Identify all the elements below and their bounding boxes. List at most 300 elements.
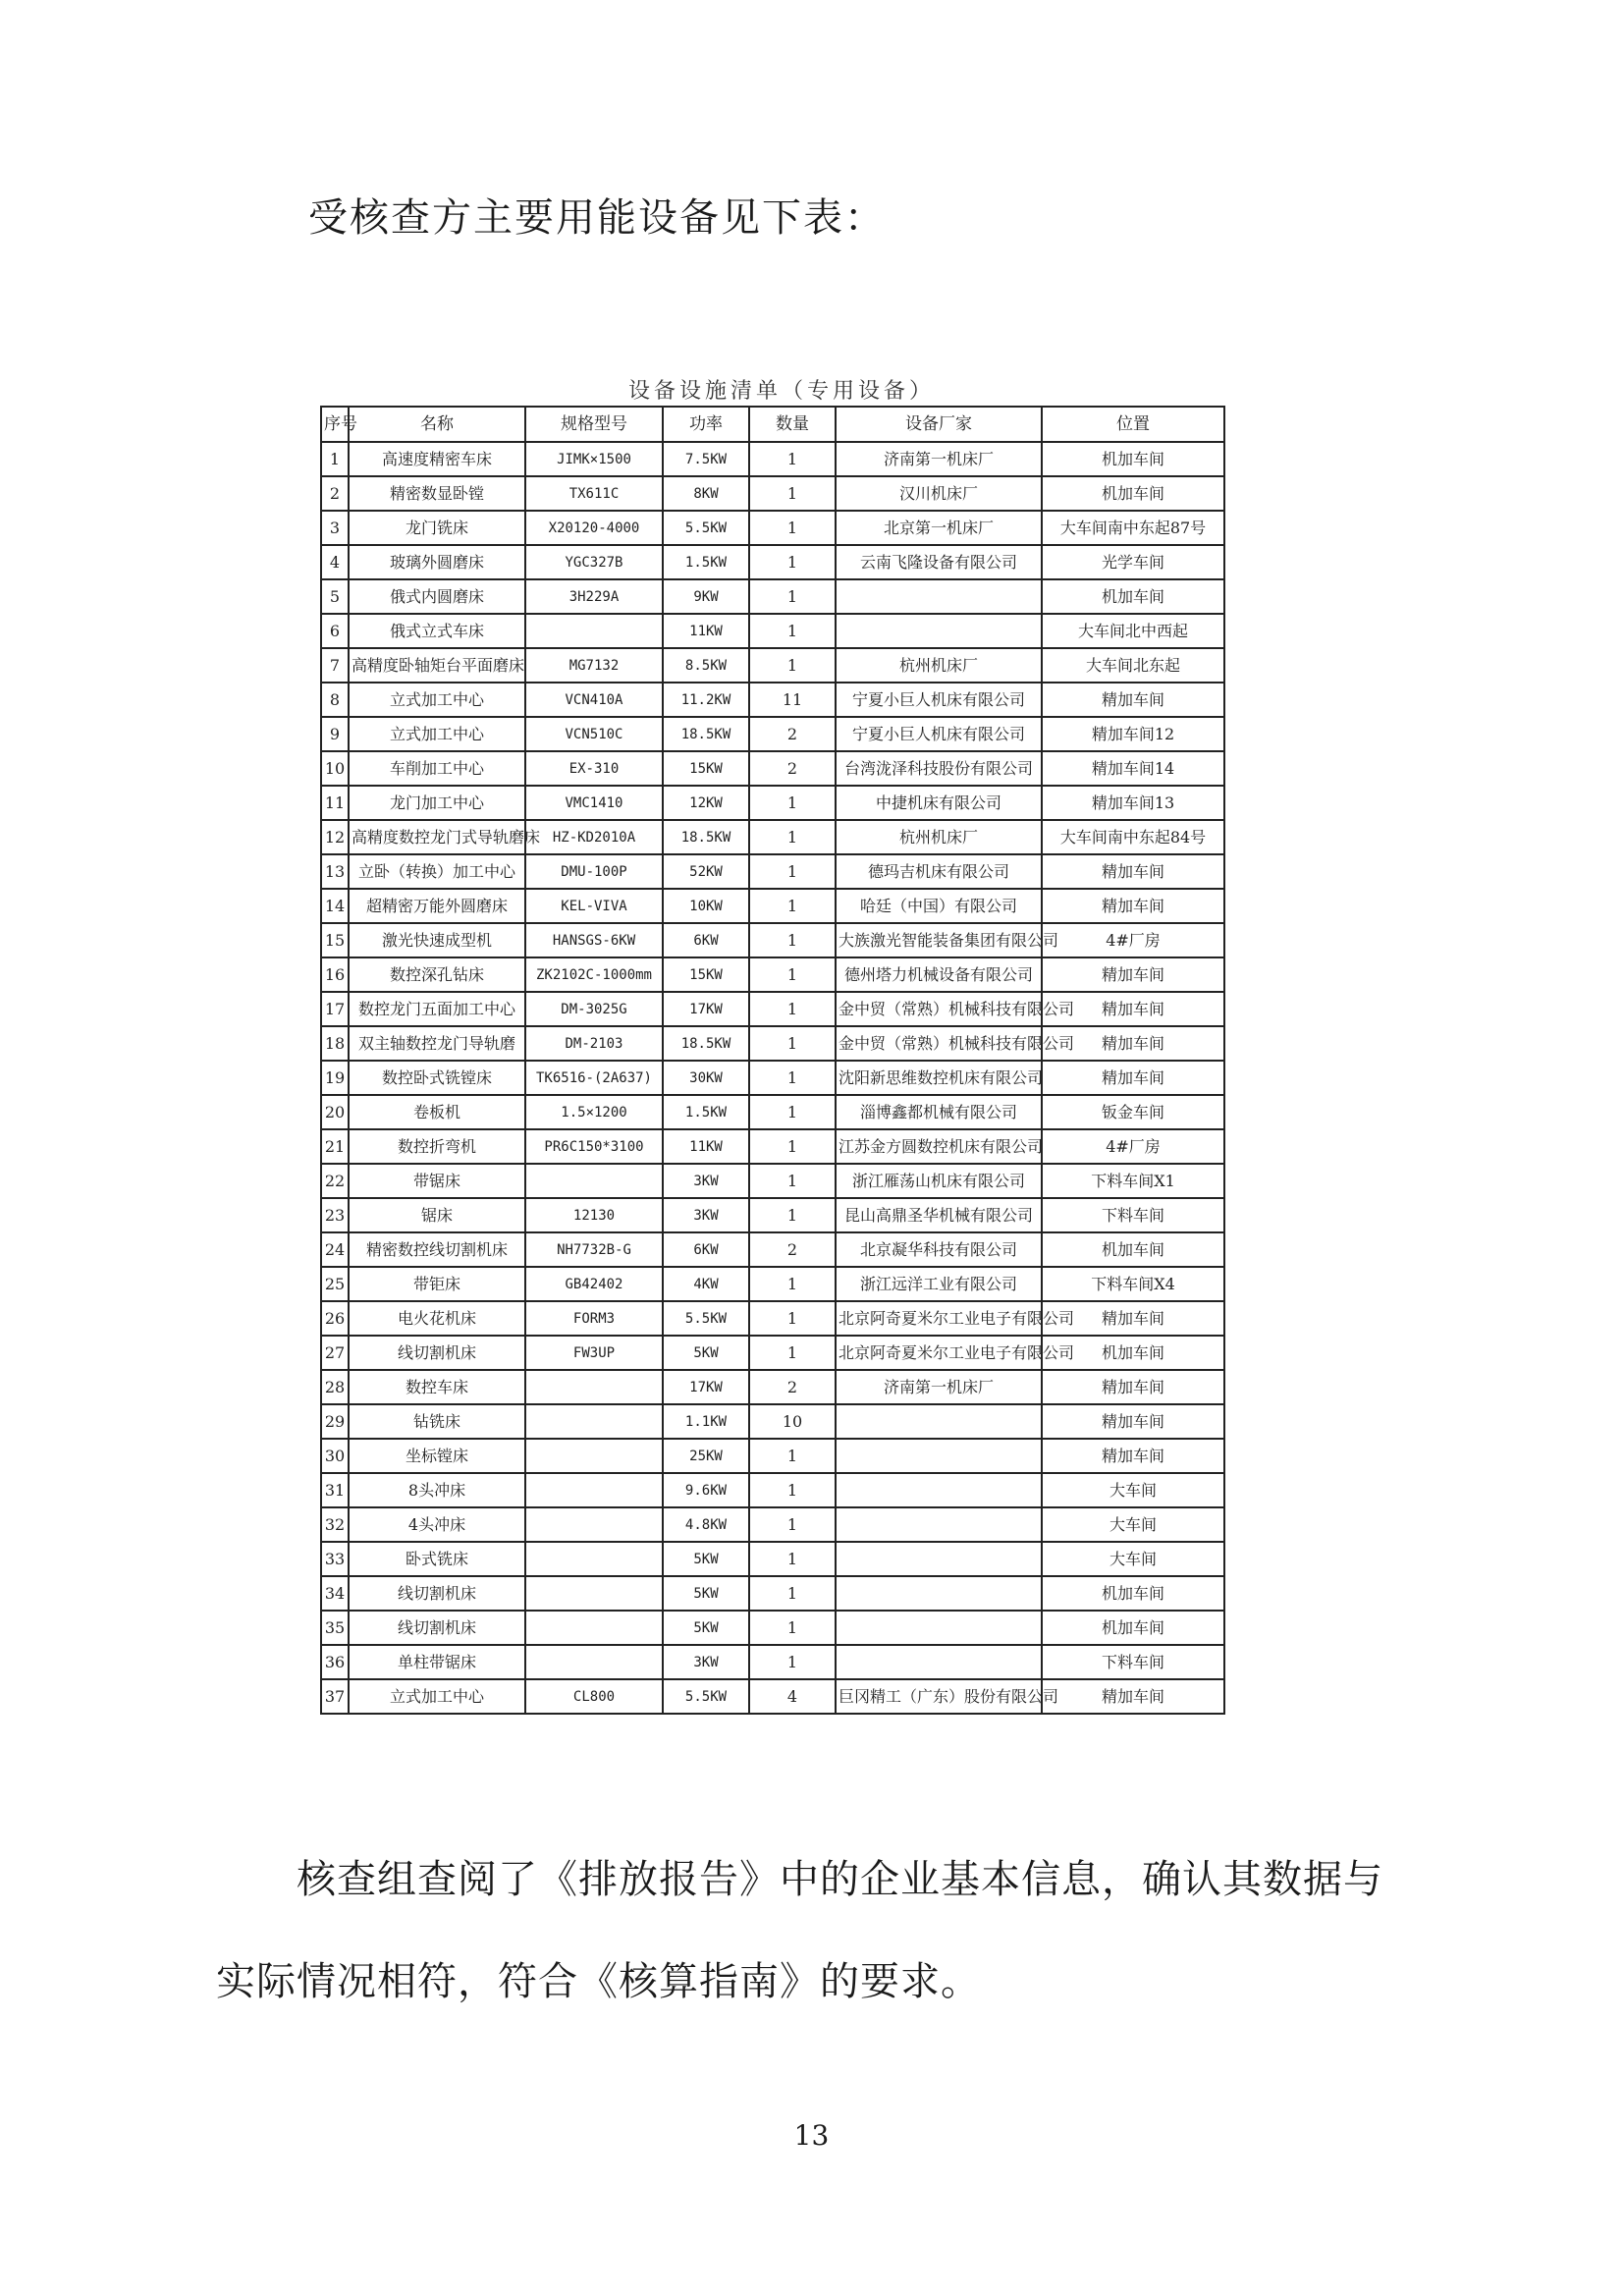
cell-location: 精加车间14 (1042, 751, 1224, 786)
cell-model: FORM3 (525, 1301, 663, 1336)
cell-quantity: 1 (749, 786, 836, 820)
cell-name: 龙门加工中心 (349, 786, 525, 820)
cell-location: 精加车间 (1042, 1404, 1224, 1439)
cell-location: 精加车间 (1042, 889, 1224, 923)
cell-location: 下料车间X4 (1042, 1267, 1224, 1301)
table-row (321, 751, 1224, 786)
cell-location: 精加车间 (1042, 1026, 1224, 1061)
cell-index: 29 (321, 1404, 349, 1439)
cell-index: 33 (321, 1542, 349, 1576)
cell-quantity: 1 (749, 1267, 836, 1301)
cell-location: 大车间 (1042, 1473, 1224, 1507)
cell-name: 车削加工中心 (349, 751, 525, 786)
cell-location: 下料车间 (1042, 1198, 1224, 1232)
cell-power: 6KW (663, 923, 749, 957)
cell-index: 23 (321, 1198, 349, 1232)
cell-name: 龙门铣床 (349, 511, 525, 545)
cell-power: 15KW (663, 751, 749, 786)
column-header-location: 位置 (1042, 407, 1224, 442)
cell-manufacturer: 杭州机床厂 (836, 820, 1042, 854)
cell-name: 线切割机床 (349, 1336, 525, 1370)
cell-power: 4.8KW (663, 1507, 749, 1542)
page-number: 13 (793, 2119, 830, 2152)
cell-location: 精加车间 (1042, 854, 1224, 889)
cell-manufacturer: 德玛吉机床有限公司 (836, 854, 1042, 889)
table-row (321, 1439, 1224, 1473)
table-caption: 设备设施清单（专用设备） (627, 379, 935, 404)
cell-name: 高速度精密车床 (349, 442, 525, 476)
cell-model (525, 1164, 663, 1198)
cell-location: 下料车间X1 (1042, 1164, 1224, 1198)
cell-power: 3KW (663, 1645, 749, 1679)
cell-index: 1 (321, 442, 349, 476)
cell-name: 数控卧式铣镗床 (349, 1061, 525, 1095)
cell-quantity: 1 (749, 1026, 836, 1061)
table-row (321, 1198, 1224, 1232)
cell-manufacturer (836, 1404, 1042, 1439)
cell-quantity: 1 (749, 1542, 836, 1576)
cell-power: 11.2KW (663, 683, 749, 717)
cell-model: 1.5×1200 (525, 1095, 663, 1129)
cell-location: 精加车间 (1042, 1061, 1224, 1095)
cell-manufacturer: 宁夏小巨人机床有限公司 (836, 683, 1042, 717)
cell-index: 12 (321, 820, 349, 854)
cell-location: 光学车间 (1042, 545, 1224, 579)
cell-quantity: 1 (749, 511, 836, 545)
cell-index: 9 (321, 717, 349, 751)
column-header-index: 序号 (321, 407, 349, 442)
cell-manufacturer: 北京凝华科技有限公司 (836, 1232, 1042, 1267)
cell-power: 7.5KW (663, 442, 749, 476)
cell-index: 28 (321, 1370, 349, 1404)
cell-index: 6 (321, 614, 349, 648)
cell-manufacturer (836, 1645, 1042, 1679)
cell-power: 25KW (663, 1439, 749, 1473)
cell-manufacturer: 金中贸（常熟）机械科技有限公司 (836, 1026, 1042, 1061)
cell-power: 5KW (663, 1336, 749, 1370)
cell-power: 1.5KW (663, 545, 749, 579)
cell-quantity: 11 (749, 683, 836, 717)
cell-quantity: 1 (749, 1576, 836, 1611)
cell-location: 大车间南中东起87号 (1042, 511, 1224, 545)
cell-location: 大车间 (1042, 1542, 1224, 1576)
table-row (321, 683, 1224, 717)
cell-manufacturer: 巨冈精工（广东）股份有限公司 (836, 1679, 1042, 1714)
table-row (321, 1267, 1224, 1301)
cell-power: 9.6KW (663, 1473, 749, 1507)
cell-location: 精加车间 (1042, 992, 1224, 1026)
cell-power: 18.5KW (663, 1026, 749, 1061)
table-row (321, 820, 1224, 854)
cell-model (525, 1370, 663, 1404)
cell-index: 18 (321, 1026, 349, 1061)
cell-model: YGC327B (525, 545, 663, 579)
cell-manufacturer: 浙江远洋工业有限公司 (836, 1267, 1042, 1301)
cell-name: 线切割机床 (349, 1576, 525, 1611)
cell-index: 15 (321, 923, 349, 957)
table-row (321, 1404, 1224, 1439)
cell-name: 精密数显卧镗 (349, 476, 525, 511)
cell-power: 17KW (663, 992, 749, 1026)
cell-model: DM-2103 (525, 1026, 663, 1061)
cell-model: DM-3025G (525, 992, 663, 1026)
cell-model (525, 1507, 663, 1542)
cell-name: 高精度卧轴矩台平面磨床 (349, 648, 525, 683)
cell-index: 24 (321, 1232, 349, 1267)
cell-power: 10KW (663, 889, 749, 923)
table-row (321, 1061, 1224, 1095)
cell-manufacturer (836, 1507, 1042, 1542)
table-row (321, 1542, 1224, 1576)
cell-quantity: 2 (749, 751, 836, 786)
cell-location: 下料车间 (1042, 1645, 1224, 1679)
cell-name: 俄式立式车床 (349, 614, 525, 648)
cell-index: 13 (321, 854, 349, 889)
cell-location: 精加车间 (1042, 683, 1224, 717)
table-row (321, 1232, 1224, 1267)
cell-power: 30KW (663, 1061, 749, 1095)
cell-name: 玻璃外圆磨床 (349, 545, 525, 579)
cell-location: 机加车间 (1042, 476, 1224, 511)
cell-power: 6KW (663, 1232, 749, 1267)
cell-power: 15KW (663, 957, 749, 992)
cell-power: 11KW (663, 614, 749, 648)
table-row (321, 992, 1224, 1026)
cell-manufacturer: 江苏金方圆数控机床有限公司 (836, 1129, 1042, 1164)
cell-location: 精加车间 (1042, 1679, 1224, 1714)
cell-location: 大车间北中西起 (1042, 614, 1224, 648)
cell-manufacturer: 哈廷（中国）有限公司 (836, 889, 1042, 923)
cell-quantity: 1 (749, 1301, 836, 1336)
cell-model: X20120-4000 (525, 511, 663, 545)
cell-model: FW3UP (525, 1336, 663, 1370)
table-row (321, 1026, 1224, 1061)
table-row (321, 1645, 1224, 1679)
table-row (321, 614, 1224, 648)
cell-index: 19 (321, 1061, 349, 1095)
cell-name: 单柱带锯床 (349, 1645, 525, 1679)
cell-manufacturer: 浙江雁荡山机床有限公司 (836, 1164, 1042, 1198)
cell-name: 8头冲床 (349, 1473, 525, 1507)
cell-index: 32 (321, 1507, 349, 1542)
cell-name: 双主轴数控龙门导轨磨 (349, 1026, 525, 1061)
cell-index: 25 (321, 1267, 349, 1301)
cell-manufacturer (836, 1542, 1042, 1576)
table-row (321, 648, 1224, 683)
intro-text: 受核查方主要用能设备见下表： (308, 195, 886, 241)
cell-power: 52KW (663, 854, 749, 889)
cell-index: 3 (321, 511, 349, 545)
cell-index: 17 (321, 992, 349, 1026)
cell-name: 坐标镗床 (349, 1439, 525, 1473)
cell-model: GB42402 (525, 1267, 663, 1301)
cell-manufacturer: 宁夏小巨人机床有限公司 (836, 717, 1042, 751)
cell-location: 精加车间 (1042, 1439, 1224, 1473)
cell-manufacturer: 云南飞隆设备有限公司 (836, 545, 1042, 579)
cell-power: 5KW (663, 1542, 749, 1576)
table-header-row (321, 407, 1224, 442)
cell-index: 11 (321, 786, 349, 820)
cell-quantity: 1 (749, 1129, 836, 1164)
cell-location: 精加车间12 (1042, 717, 1224, 751)
cell-power: 1.5KW (663, 1095, 749, 1129)
cell-manufacturer (836, 1611, 1042, 1645)
table-row (321, 1336, 1224, 1370)
cell-name: 立式加工中心 (349, 717, 525, 751)
cell-name: 立式加工中心 (349, 683, 525, 717)
cell-quantity: 1 (749, 889, 836, 923)
cell-manufacturer (836, 1439, 1042, 1473)
cell-model: VMC1410 (525, 786, 663, 820)
cell-quantity: 1 (749, 442, 836, 476)
cell-location: 精加车间13 (1042, 786, 1224, 820)
cell-location: 钣金车间 (1042, 1095, 1224, 1129)
cell-name: 精密数控线切割机床 (349, 1232, 525, 1267)
cell-quantity: 2 (749, 1370, 836, 1404)
cell-index: 10 (321, 751, 349, 786)
cell-name: 数控折弯机 (349, 1129, 525, 1164)
cell-quantity: 1 (749, 648, 836, 683)
table-row (321, 1576, 1224, 1611)
cell-quantity: 1 (749, 1439, 836, 1473)
cell-power: 12KW (663, 786, 749, 820)
cell-location: 精加车间 (1042, 957, 1224, 992)
cell-model (525, 1576, 663, 1611)
cell-location: 机加车间 (1042, 579, 1224, 614)
cell-manufacturer (836, 1576, 1042, 1611)
cell-name: 俄式内圆磨床 (349, 579, 525, 614)
cell-model: CL800 (525, 1679, 663, 1714)
conclusion-text: 核查组查阅了《排放报告》中的企业基本信息，确认其数据与实际情况相符，符合《核算指南》的要求。 (216, 1857, 1383, 2004)
table-row (321, 957, 1224, 992)
table-row (321, 476, 1224, 511)
cell-quantity: 1 (749, 1164, 836, 1198)
cell-power: 9KW (663, 579, 749, 614)
cell-location: 精加车间 (1042, 1370, 1224, 1404)
cell-index: 37 (321, 1679, 349, 1714)
cell-quantity: 1 (749, 1095, 836, 1129)
cell-model: ZK2102C-1000mm (525, 957, 663, 992)
cell-location: 机加车间 (1042, 1336, 1224, 1370)
cell-manufacturer: 济南第一机床厂 (836, 1370, 1042, 1404)
cell-manufacturer: 淄博鑫都机械有限公司 (836, 1095, 1042, 1129)
cell-manufacturer: 大族激光智能装备集团有限公司 (836, 923, 1042, 957)
cell-manufacturer: 中捷机床有限公司 (836, 786, 1042, 820)
cell-model: DMU-100P (525, 854, 663, 889)
cell-name: 线切割机床 (349, 1611, 525, 1645)
cell-index: 22 (321, 1164, 349, 1198)
cell-manufacturer: 沈阳新思维数控机床有限公司 (836, 1061, 1042, 1095)
cell-name: 数控深孔钻床 (349, 957, 525, 992)
cell-model: EX-310 (525, 751, 663, 786)
cell-model: TX611C (525, 476, 663, 511)
cell-name: 带钜床 (349, 1267, 525, 1301)
cell-manufacturer (836, 1473, 1042, 1507)
cell-name: 卧式铣床 (349, 1542, 525, 1576)
cell-location: 4#厂房 (1042, 923, 1224, 957)
cell-model: VCN510C (525, 717, 663, 751)
cell-index: 16 (321, 957, 349, 992)
cell-power: 18.5KW (663, 717, 749, 751)
cell-quantity: 1 (749, 1473, 836, 1507)
cell-location: 机加车间 (1042, 1576, 1224, 1611)
cell-power: 4KW (663, 1267, 749, 1301)
cell-name: 电火花机床 (349, 1301, 525, 1336)
cell-manufacturer: 北京阿奇夏米尔工业电子有限公司 (836, 1336, 1042, 1370)
cell-index: 21 (321, 1129, 349, 1164)
cell-location: 精加车间 (1042, 1301, 1224, 1336)
cell-index: 2 (321, 476, 349, 511)
cell-index: 34 (321, 1576, 349, 1611)
cell-name: 立式加工中心 (349, 1679, 525, 1714)
cell-manufacturer (836, 579, 1042, 614)
table-row (321, 1679, 1224, 1714)
cell-power: 3KW (663, 1198, 749, 1232)
cell-location: 大车间北东起 (1042, 648, 1224, 683)
cell-name: 超精密万能外圆磨床 (349, 889, 525, 923)
table-row (321, 511, 1224, 545)
cell-power: 5.5KW (663, 1679, 749, 1714)
table-row (321, 442, 1224, 476)
cell-name: 高精度数控龙门式导轨磨床 (349, 820, 525, 854)
column-header-manufacturer: 设备厂家 (836, 407, 1042, 442)
cell-index: 4 (321, 545, 349, 579)
cell-quantity: 1 (749, 1336, 836, 1370)
cell-power: 17KW (663, 1370, 749, 1404)
cell-quantity: 1 (749, 854, 836, 889)
cell-model: 3H229A (525, 579, 663, 614)
cell-name: 数控车床 (349, 1370, 525, 1404)
cell-quantity: 2 (749, 1232, 836, 1267)
cell-quantity: 1 (749, 545, 836, 579)
cell-quantity: 1 (749, 820, 836, 854)
cell-location: 机加车间 (1042, 442, 1224, 476)
table-row (321, 1301, 1224, 1336)
cell-manufacturer: 济南第一机床厂 (836, 442, 1042, 476)
cell-power: 5KW (663, 1611, 749, 1645)
cell-manufacturer: 台湾泷泽科技股份有限公司 (836, 751, 1042, 786)
table-row (321, 579, 1224, 614)
cell-location: 大车间 (1042, 1507, 1224, 1542)
cell-manufacturer: 德州塔力机械设备有限公司 (836, 957, 1042, 992)
cell-manufacturer: 杭州机床厂 (836, 648, 1042, 683)
cell-manufacturer: 金中贸（常熟）机械科技有限公司 (836, 992, 1042, 1026)
table-row (321, 1164, 1224, 1198)
cell-quantity: 1 (749, 1645, 836, 1679)
cell-power: 5.5KW (663, 1301, 749, 1336)
cell-name: 钻铣床 (349, 1404, 525, 1439)
cell-quantity: 1 (749, 476, 836, 511)
cell-index: 5 (321, 579, 349, 614)
cell-quantity: 10 (749, 1404, 836, 1439)
cell-model: 12130 (525, 1198, 663, 1232)
cell-model: JIMK×1500 (525, 442, 663, 476)
cell-quantity: 1 (749, 1507, 836, 1542)
cell-model: HZ-KD2010A (525, 820, 663, 854)
cell-name: 数控龙门五面加工中心 (349, 992, 525, 1026)
table-row (321, 1507, 1224, 1542)
cell-index: 7 (321, 648, 349, 683)
cell-quantity: 4 (749, 1679, 836, 1714)
cell-name: 激光快速成型机 (349, 923, 525, 957)
cell-model: HANSGS-6KW (525, 923, 663, 957)
table-row (321, 717, 1224, 751)
cell-index: 20 (321, 1095, 349, 1129)
cell-quantity: 2 (749, 717, 836, 751)
cell-name: 锯床 (349, 1198, 525, 1232)
table-row (321, 1095, 1224, 1129)
cell-model (525, 1542, 663, 1576)
cell-model (525, 1473, 663, 1507)
cell-model (525, 1404, 663, 1439)
cell-location: 机加车间 (1042, 1232, 1224, 1267)
cell-manufacturer: 汉川机床厂 (836, 476, 1042, 511)
table-row (321, 923, 1224, 957)
cell-location: 4#厂房 (1042, 1129, 1224, 1164)
cell-quantity: 1 (749, 1061, 836, 1095)
cell-name: 带锯床 (349, 1164, 525, 1198)
cell-power: 5KW (663, 1576, 749, 1611)
cell-model: VCN410A (525, 683, 663, 717)
cell-manufacturer: 北京第一机床厂 (836, 511, 1042, 545)
cell-power: 3KW (663, 1164, 749, 1198)
cell-power: 8KW (663, 476, 749, 511)
table-row (321, 889, 1224, 923)
cell-index: 31 (321, 1473, 349, 1507)
cell-quantity: 1 (749, 1198, 836, 1232)
cell-index: 8 (321, 683, 349, 717)
column-header-name: 名称 (349, 407, 525, 442)
cell-quantity: 1 (749, 992, 836, 1026)
cell-index: 14 (321, 889, 349, 923)
cell-model: NH7732B-G (525, 1232, 663, 1267)
cell-power: 5.5KW (663, 511, 749, 545)
cell-model (525, 1611, 663, 1645)
equipment-table (320, 406, 1225, 1715)
cell-quantity: 1 (749, 614, 836, 648)
cell-name: 4头冲床 (349, 1507, 525, 1542)
cell-manufacturer: 北京阿奇夏米尔工业电子有限公司 (836, 1301, 1042, 1336)
cell-manufacturer (836, 614, 1042, 648)
cell-quantity: 1 (749, 957, 836, 992)
cell-power: 1.1KW (663, 1404, 749, 1439)
cell-manufacturer: 昆山高鼎圣华机械有限公司 (836, 1198, 1042, 1232)
column-header-power: 功率 (663, 407, 749, 442)
cell-index: 35 (321, 1611, 349, 1645)
cell-model: MG7132 (525, 648, 663, 683)
cell-index: 26 (321, 1301, 349, 1336)
table-row (321, 545, 1224, 579)
column-header-model: 规格型号 (525, 407, 663, 442)
cell-model: TK6516-(2A637) (525, 1061, 663, 1095)
column-header-quantity: 数量 (749, 407, 836, 442)
table-body (321, 442, 1224, 1714)
cell-model: KEL-VIVA (525, 889, 663, 923)
table-row (321, 1370, 1224, 1404)
table-row (321, 854, 1224, 889)
cell-name: 立卧（转换）加工中心 (349, 854, 525, 889)
cell-index: 36 (321, 1645, 349, 1679)
table-row (321, 786, 1224, 820)
cell-power: 11KW (663, 1129, 749, 1164)
cell-index: 30 (321, 1439, 349, 1473)
cell-location: 大车间南中东起84号 (1042, 820, 1224, 854)
cell-quantity: 1 (749, 1611, 836, 1645)
table-row (321, 1611, 1224, 1645)
table-row (321, 1129, 1224, 1164)
cell-location: 机加车间 (1042, 1611, 1224, 1645)
table-row (321, 1473, 1224, 1507)
